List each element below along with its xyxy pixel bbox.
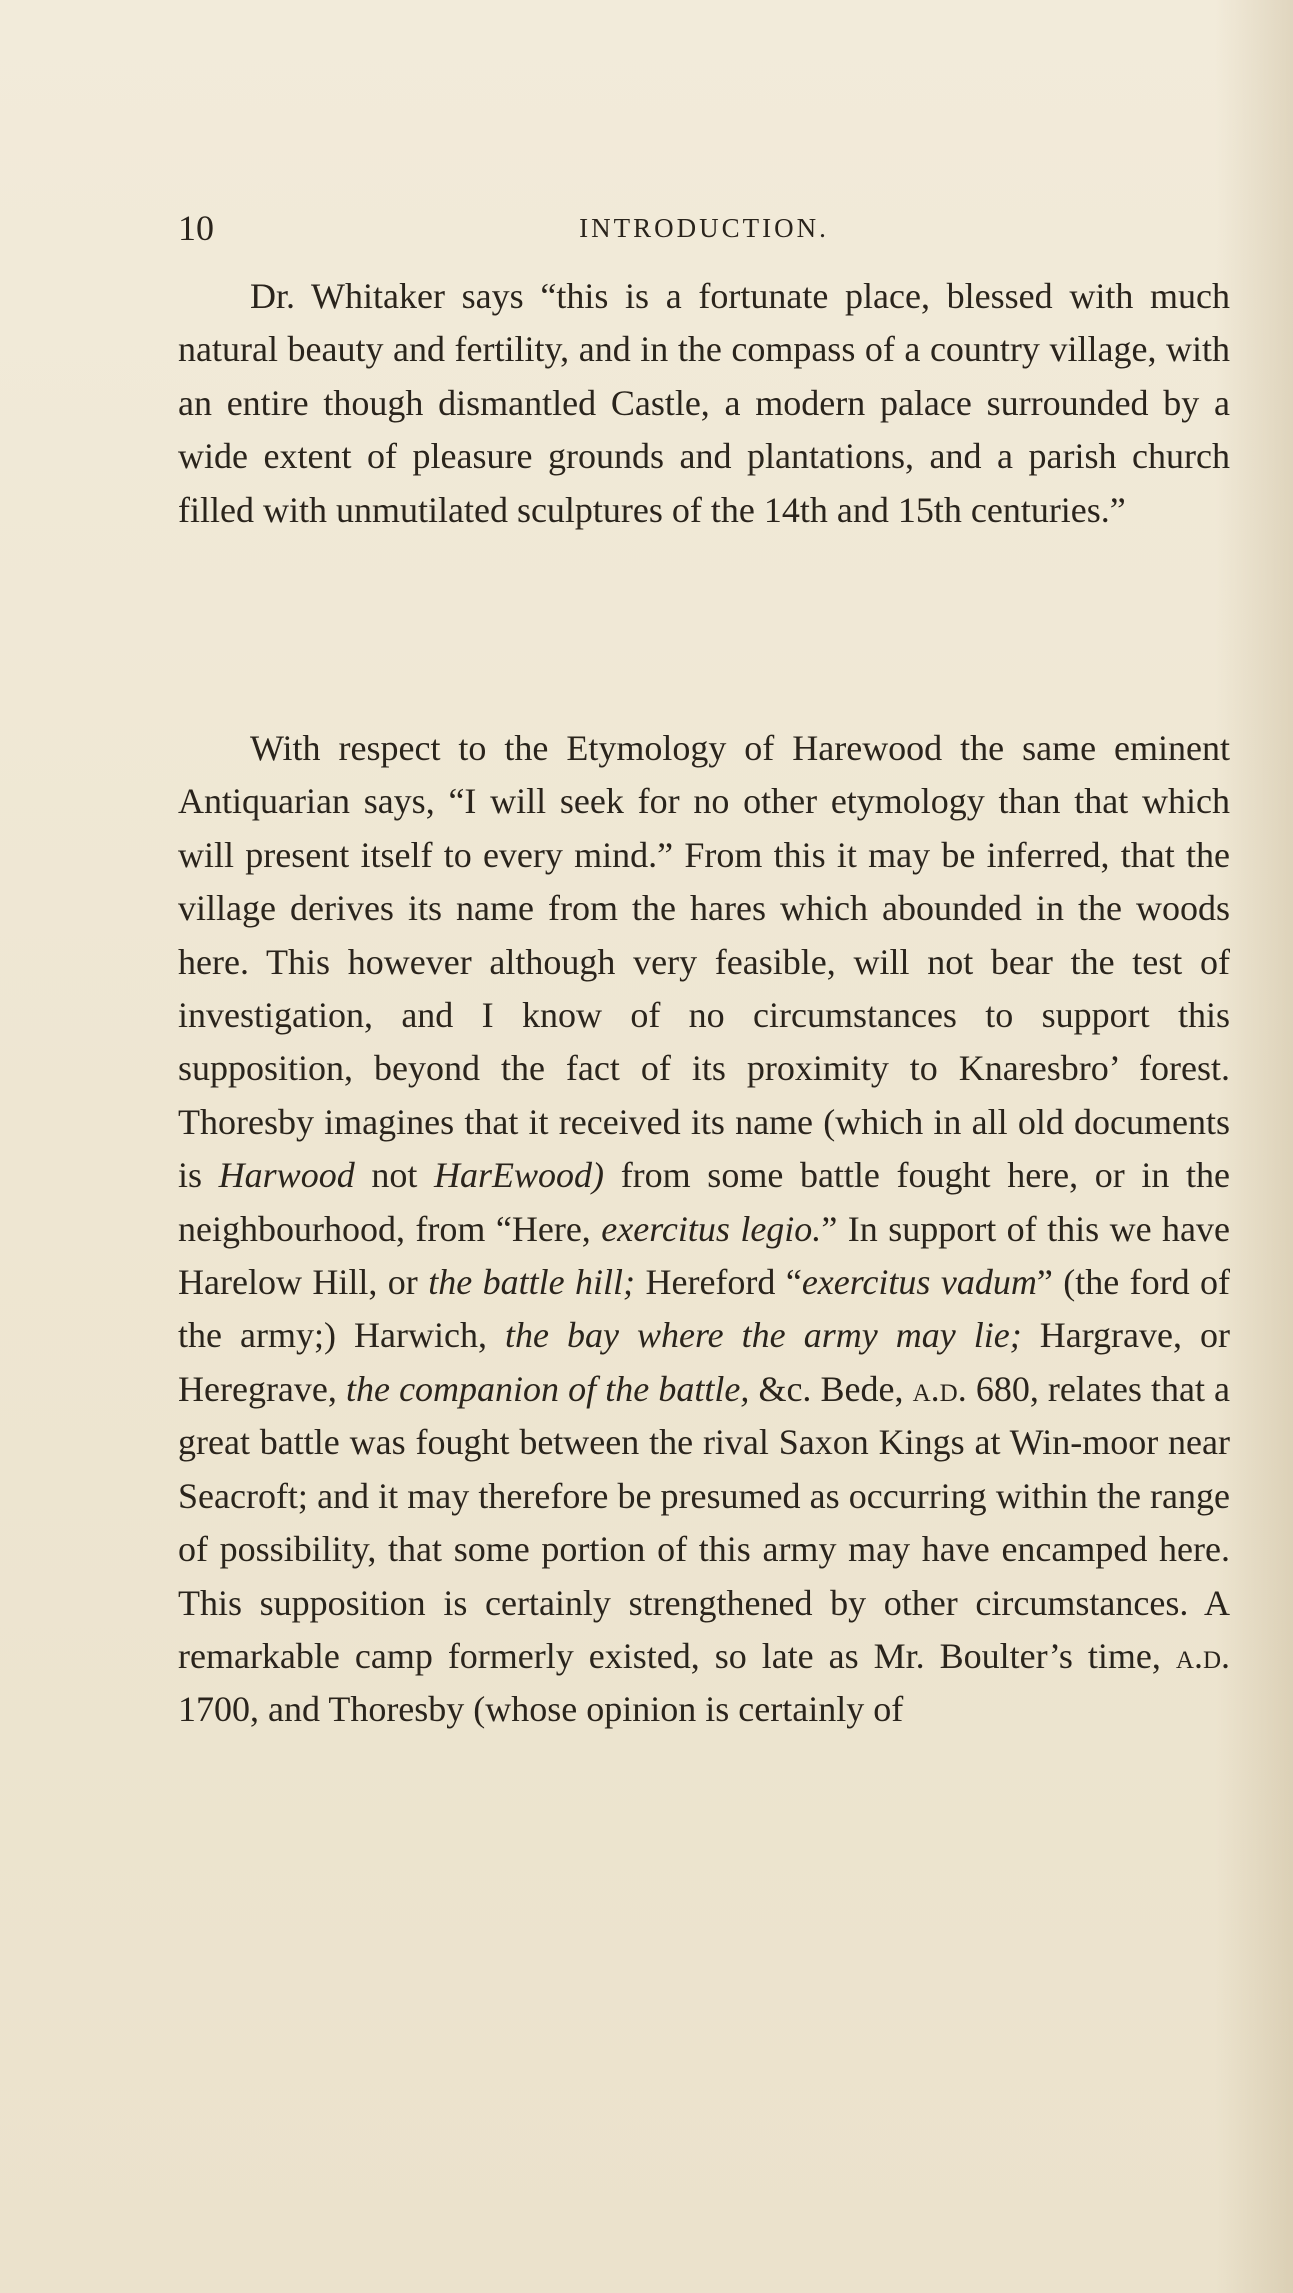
text-run: 1700, and Thoresby (whose opinion is certainly of [178,1689,904,1730]
text-run: &c. Bede, [758,1368,904,1409]
italic-run: the battle hill; [428,1262,636,1303]
italic-run: Harwood [218,1155,355,1196]
text-run: not [371,1155,418,1196]
text-run: With respect to the Etymology of Harewood the same eminent Antiquarian says, “I will seek for no other etymology than that which will present itself to every mind.” From this it may be inferred, that the village derives its name from the hares which abounded in the woods here. This however although very feasible, will not bear the test of investigation, and I know of no circumstances to support this supposition, beyond the fact of its proximity to Knaresbro’ forest. Thoresby imagines that it received its name (which in all old documents is [178,728,1230,1196]
text-run: Hereford “ [645,1262,802,1303]
text-run: ” (the ford of the army;) Harwich, [178,1262,1231,1356]
text-run: 680, relates that a great battle was fought between the rival Saxon Kings at Win-moor near Seacroft; and it may therefore be presumed as occurring within the range of possibility, that some portion of this army may have encamped here. This supposition is certainly strengthened by other circumstances. A remarkable camp formerly existed, so late as Mr. Boulter’s time, [178,1368,1231,1676]
page-header [178,203,1230,253]
paragraph-etymology [178,722,1230,1737]
text-run: from some battle fought here, or in the neighbourhood, from “Here, [178,1155,1231,1249]
small-caps-run: a.d. [1175,1635,1230,1676]
small-caps-run: a.d. [912,1368,967,1409]
running-head: INTRODUCTION. [579,213,829,243]
italic-run: exercitus vadum [801,1262,1037,1303]
italic-run: the bay where the army may lie; [504,1315,1022,1356]
italic-run: exercitus legio. [601,1208,822,1249]
text-run: Hargrave, or Heregrave, [178,1315,1230,1409]
text-run: ” In support of this we have Harelow Hill, or [178,1208,1230,1303]
paragraph-whitaker-quote: Dr. Whitaker says “this is a fortunate place, blessed with much natural beauty and fertility, and in the compass of a country village, with an entire though dismantled Castle, a modern palace surrounded by a wide extent of pleasure grounds and plantations, and a parish church filled with unmutilated sculptures of the 14th and 15th centuries.” [178,276,1230,530]
italic-run: HarEwood) [434,1155,605,1196]
italic-run: the companion of the battle, [346,1368,750,1409]
page-number: 10 [178,208,214,248]
